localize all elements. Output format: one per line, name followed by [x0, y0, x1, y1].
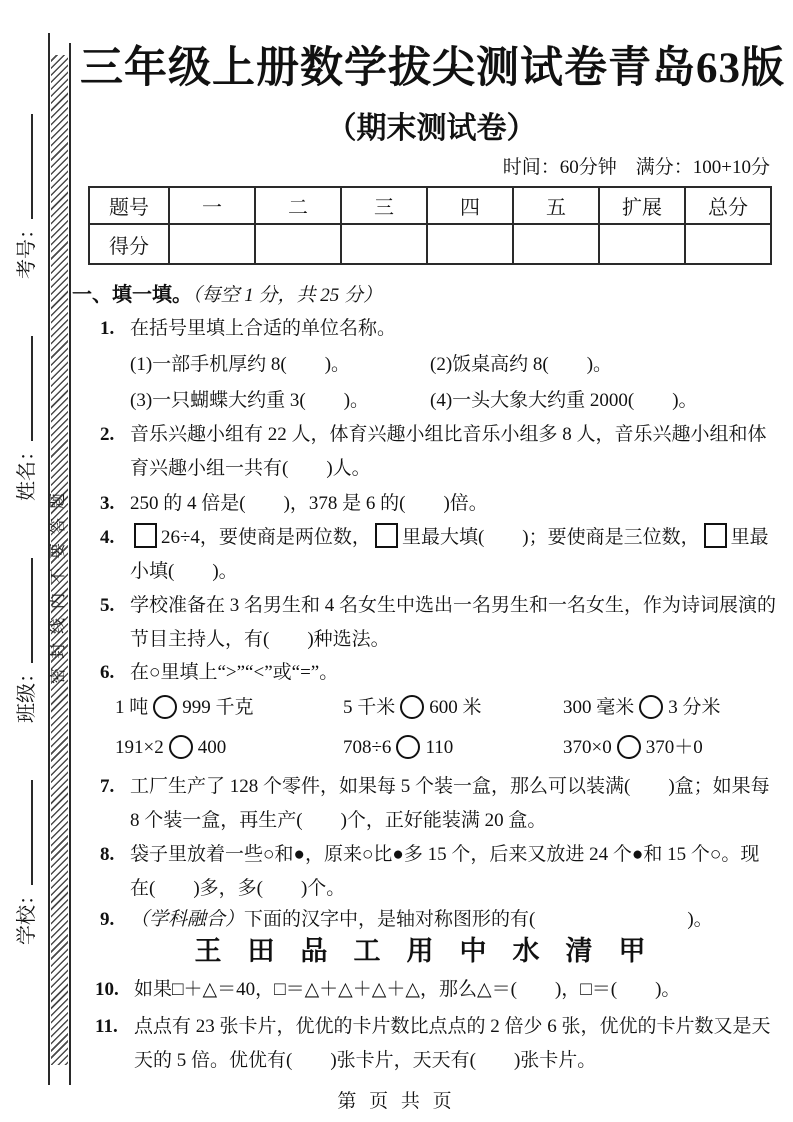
question-6-row-2 [88, 731, 778, 771]
score-table-header-row [89, 187, 771, 224]
question-1-row-2 [88, 384, 778, 418]
question-text: 音乐兴趣小组有 22 人，体育兴趣小组比音乐小组多 8 人，音乐兴趣小组和体育兴趣小组一共有( )人。 [130, 424, 767, 479]
right-value: 110 [425, 737, 454, 758]
score-header-cell: 题号 [89, 187, 169, 224]
question-6 [88, 656, 778, 690]
left-value: 300 毫米 [563, 697, 635, 718]
question-text: 工厂生产了 128 个零件，如果每 5 个装一盒，那么可以装满( )盒；如果每 8 个装一盒，再生产( )个，正好能装满 20 盒。 [130, 776, 770, 831]
question-text: 里最小填( )。 [130, 527, 769, 582]
question-1-item-2: (2)饭桌高约 8( )。 [430, 354, 613, 375]
comparison-item [115, 731, 226, 765]
comparison-circle-icon [169, 735, 193, 759]
symmetry-characters: 王田品工用中水清甲 [194, 936, 672, 966]
question-text: 250 的 4 倍是( )，378 是 6 的( )倍。 [130, 493, 488, 514]
left-value: 708÷6 [343, 737, 392, 758]
question-4 [88, 521, 778, 589]
question-number: 6. [100, 662, 115, 683]
score-header-cell: 二 [255, 187, 341, 224]
blank-box-icon [704, 523, 727, 548]
question-1-row-1 [88, 348, 778, 382]
score-header-cell: 扩展 [599, 187, 685, 224]
question-1-item-4: (4)一头大象大约重 2000( )。 [430, 390, 698, 411]
exam-subtitle: （期末测试卷） [326, 112, 537, 145]
question-number: 9. [100, 909, 115, 930]
question-number: 8. [100, 844, 115, 865]
class-label: 班级： [16, 663, 38, 723]
question-number: 4. [100, 527, 115, 548]
comparison-item [343, 691, 482, 725]
question-number: 3. [100, 493, 115, 514]
blank-box-icon [134, 523, 157, 548]
right-value: 370＋0 [645, 737, 703, 758]
question-6-row-1 [88, 691, 778, 731]
exam-title: 三年级上册数学拔尖测试卷青岛63版 [80, 45, 785, 92]
examno-field [16, 114, 38, 279]
name-blank-line [13, 336, 33, 441]
question-10 [88, 973, 778, 1007]
examno-label: 考号： [16, 219, 38, 279]
question-text: 学校准备在 3 名男生和 4 名女生中选出一名男生和一名女生，作为诗词展演的节目主持人，有( )种选法。 [130, 595, 777, 650]
question-text: 在括号里填上合适的单位名称。 [130, 318, 397, 339]
right-value: 400 [197, 737, 227, 758]
blank-box-icon [375, 523, 398, 548]
score-table-value-row [89, 224, 771, 264]
question-number: 11. [95, 1016, 118, 1037]
score-cell [599, 224, 685, 264]
question-text: 如果□＋△＝40，□＝△＋△＋△＋△，那么△＝( )，□＝( )。 [134, 979, 681, 1000]
left-value: 370×0 [563, 737, 612, 758]
question-number: 7. [100, 776, 115, 797]
comparison-item [563, 691, 721, 725]
comparison-item [115, 691, 254, 725]
score-cell [169, 224, 255, 264]
score-cell [427, 224, 513, 264]
question-5 [88, 589, 778, 657]
right-value: 999 千克 [182, 697, 254, 718]
question-number: 5. [100, 595, 115, 616]
left-value: 191×2 [115, 737, 164, 758]
question-text: 下面的汉字中，是轴对称图形的有( )。 [244, 909, 713, 930]
question-number: 2. [100, 424, 115, 445]
question-text: 26÷4，要使商是两位数， [161, 527, 371, 548]
score-cell [341, 224, 427, 264]
comparison-circle-icon [639, 695, 663, 719]
score-cell [685, 224, 771, 264]
section-1-heading [72, 278, 382, 313]
question-1-item-3: (3)一只蝴蝶大约重 3( )。 [130, 390, 370, 411]
question-9 [88, 903, 778, 937]
right-value: 3 分米 [668, 697, 721, 718]
question-number: 1. [100, 318, 115, 339]
score-cell [255, 224, 341, 264]
question-1 [88, 312, 778, 346]
question-1-item-1: (1)一部手机厚约 8( )。 [130, 354, 351, 375]
score-header-cell: 四 [427, 187, 513, 224]
question-text: 里最大填( )；要使商是三位数， [401, 527, 700, 548]
left-value: 1 吨 [115, 697, 149, 718]
comparison-item [563, 731, 703, 765]
comparison-circle-icon [396, 735, 420, 759]
comparison-circle-icon [400, 695, 424, 719]
score-table [88, 186, 772, 265]
name-field [16, 336, 38, 501]
section-1-points-note: （每空 1 分，共 25 分） [192, 285, 383, 306]
class-field [16, 558, 38, 723]
school-field [16, 780, 38, 945]
score-header-cell: 总分 [685, 187, 771, 224]
seal-labels [10, 115, 40, 945]
question-2 [88, 418, 778, 486]
score-header-cell: 一 [169, 187, 255, 224]
question-3 [88, 487, 778, 521]
right-value: 600 米 [429, 697, 482, 718]
question-text: 在○里填上“>”“<”或“=”。 [130, 662, 339, 683]
name-label: 姓名： [16, 441, 38, 501]
question-text: 袋子里放着一些○和●，原来○比●多 15 个，后来又放进 24 个●和 15 个○。现在( )多，多( )个。 [130, 844, 760, 899]
examno-blank-line [13, 114, 33, 219]
comparison-item [343, 731, 453, 765]
school-blank-line [13, 780, 33, 885]
class-blank-line [13, 558, 33, 663]
comparison-circle-icon [153, 695, 177, 719]
question-8 [88, 838, 778, 906]
question-number: 10. [95, 979, 119, 1000]
section-1-title: 一、填一填。 [72, 284, 192, 306]
comparison-circle-icon [617, 735, 641, 759]
left-value: 5 千米 [343, 697, 396, 718]
exam-time-score-info: 时间：60分钟 满分：100+10分 [502, 157, 770, 178]
score-header-cell: 三 [341, 187, 427, 224]
score-row-label: 得分 [89, 224, 169, 264]
seal-warning-text: 密封线内不要答题 [50, 483, 67, 684]
score-header-cell: 五 [513, 187, 599, 224]
score-cell [513, 224, 599, 264]
question-11 [88, 1010, 778, 1078]
page-footer: 第 页 共 页 [337, 1091, 456, 1112]
question-7 [88, 770, 778, 838]
question-text: 点点有 23 张卡片，优优的卡片数比点点的 2 倍少 6 张，优优的卡片数又是天天的 5 倍。优优有( )张卡片，天天有( )张卡片。 [134, 1016, 771, 1071]
school-label: 学校： [16, 885, 38, 945]
question-tag: （学科融合） [130, 909, 245, 930]
